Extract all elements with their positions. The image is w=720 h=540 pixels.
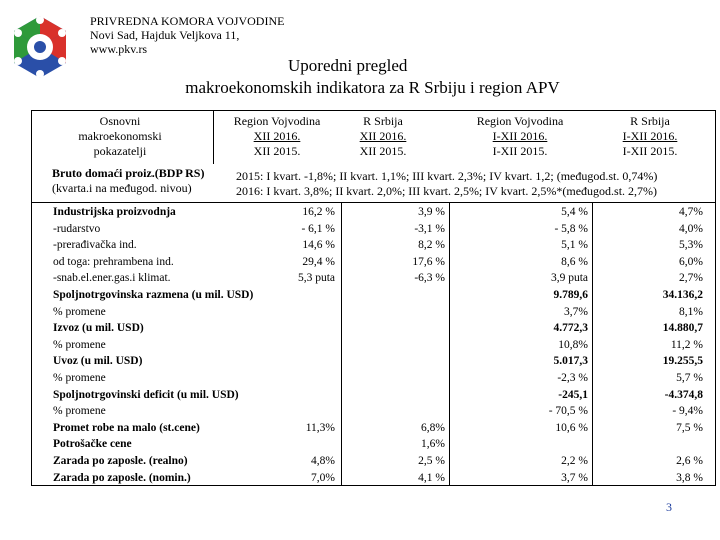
row-label: Uvoz (u mil. USD) <box>53 355 143 368</box>
row-label: % promene <box>53 338 106 351</box>
cell-value: -3,1 % <box>414 222 445 235</box>
organization-name: PRIVREDNA KOMORA VOJVODINE <box>90 14 285 28</box>
table-row <box>0 237 720 254</box>
cell-value: 5.017,3 <box>553 355 588 368</box>
gdp-values <box>236 169 657 199</box>
table-row <box>0 304 720 321</box>
row-label: % promene <box>53 305 106 318</box>
table-row <box>0 453 720 470</box>
cell-value: - 9,4% <box>672 405 703 418</box>
table-row <box>0 353 720 370</box>
table-separator <box>31 202 716 203</box>
row-label: -prerađivačka ind. <box>53 239 137 252</box>
cell-value: 5,7 % <box>676 372 703 384</box>
row-label: Potrošačke cene <box>53 438 132 451</box>
cell-value: 3,7% <box>564 305 588 318</box>
header-col-srbija-i-xii: R Srbija I-XII 2016. I-XII 2015. <box>622 114 678 158</box>
cell-value: -2,3 % <box>557 372 588 384</box>
pkv-logo-icon <box>10 14 70 80</box>
page-number: 3 <box>666 500 672 514</box>
cell-value: 5,4 % <box>561 206 588 218</box>
row-label: od toga: prehrambena ind. <box>53 255 174 268</box>
cell-value: 2,5 % <box>418 455 445 467</box>
cell-value: - 6,1 % <box>301 222 335 235</box>
cell-value: 17,6 % <box>412 255 445 268</box>
cell-value: 2,6 % <box>676 455 703 467</box>
cell-value: 34.136,2 <box>662 289 703 301</box>
header-col-srbija-xii: R Srbija XII 2016. XII 2015. <box>359 114 407 158</box>
cell-value: 16,2 % <box>302 206 335 218</box>
table-row <box>0 287 720 304</box>
organization-info <box>90 14 284 56</box>
cell-value: 4.772,3 <box>553 322 588 335</box>
cell-value: 14.880,7 <box>662 322 703 335</box>
cell-value: 2,7% <box>679 272 703 285</box>
row-label: Industrijska proizvodnja <box>53 206 176 218</box>
cell-value: 19.255,5 <box>662 355 703 368</box>
row-label: -snab.el.ener.gas.i klimat. <box>53 272 171 285</box>
cell-value: 7,5 % <box>676 421 703 434</box>
row-label: Spoljnotrgovinska razmena (u mil. USD) <box>53 289 254 301</box>
cell-value: 10,6 % <box>555 421 588 434</box>
cell-value: - 70,5 % <box>548 405 588 418</box>
cell-value: 3,9 % <box>418 206 445 218</box>
table-row <box>0 320 720 337</box>
cell-value: 29,4 % <box>302 255 335 268</box>
cell-value: 8,2 % <box>418 239 445 252</box>
row-label: Izvoz (u mil. USD) <box>53 322 144 335</box>
cell-value: 6,0% <box>679 255 703 268</box>
cell-value: 4,1 % <box>418 471 445 484</box>
row-label: % promene <box>53 405 106 418</box>
cell-value: 11,3% <box>305 421 335 434</box>
table-row <box>0 370 720 387</box>
cell-value: 4,7% <box>679 206 703 218</box>
organization-address: Novi Sad, Hajduk Veljkova 11, <box>90 28 240 42</box>
table-row <box>0 470 720 487</box>
cell-value: 3,8 % <box>676 471 703 484</box>
cell-value: -4.374,8 <box>664 388 703 401</box>
cell-value: 4,0% <box>679 222 703 235</box>
cell-value: 8,6 % <box>561 255 588 268</box>
row-label: Zarada po zaposle. (realno) <box>53 455 188 467</box>
cell-value: 5,3 puta <box>297 272 335 285</box>
gdp-2015: 2015: I kvart. -1,8%; II kvart. 1,1%; III kvart. 2,3%; IV kvart. 1,2; (međugod.st. 0,74%) <box>236 169 658 183</box>
cell-value: 10,8% <box>558 338 588 351</box>
row-label: Spoljnotrgovinski deficit (u mil. USD) <box>53 388 239 401</box>
cell-value: - 5,8 % <box>554 222 588 235</box>
organization-website: www.pkv.rs <box>90 42 148 56</box>
cell-value: -6,3 % <box>414 272 445 285</box>
cell-value: 5,1 % <box>561 239 588 252</box>
cell-value: -245,1 <box>558 388 588 401</box>
cell-value: 1,6% <box>421 438 445 451</box>
cell-value: 14,6 % <box>302 239 335 252</box>
table-row <box>0 204 720 221</box>
row-label: Zarada po zaposle. (nomin.) <box>53 471 191 484</box>
gdp-label: Bruto domaći proiz.(BDP RS) (kvarta.i na međugod. nivou) <box>52 166 205 195</box>
cell-value: 6,8% <box>421 421 445 434</box>
table-row <box>0 337 720 354</box>
cell-value: 4,8% <box>311 455 335 467</box>
header-col-vojvodina-i-xii: Region Vojvodina I-XII 2016. I-XII 2015. <box>476 114 564 158</box>
cell-value: 5,3% <box>679 239 703 252</box>
row-label: Promet robe na malo (st.cene) <box>53 421 200 434</box>
cell-value: 8,1% <box>679 305 703 318</box>
header-divider <box>213 110 214 164</box>
table-row <box>0 403 720 420</box>
table-row <box>0 221 720 238</box>
cell-value: 3,9 puta <box>550 272 588 285</box>
table-row <box>0 436 720 453</box>
table-row <box>0 387 720 404</box>
cell-value: 2,2 % <box>561 455 588 467</box>
cell-value: 11,2 % <box>670 338 703 351</box>
header-col-indicators: Osnovni makroekonomski pokazatelji <box>78 114 162 158</box>
table-row <box>0 420 720 437</box>
title-line-1: Uporedni pregled <box>288 56 408 75</box>
gdp-2016: 2016: I kvart. 3,8%; II kvart. 2,0%; III kvart. 2,5%; IV kvart. 2,5%*(međugod.st. 2,7%) <box>236 184 658 198</box>
cell-value: 7,0% <box>311 471 335 484</box>
row-label: % promene <box>53 372 106 384</box>
title-line-2: makroekonomskih indikatora za R Srbiju i region APV <box>185 78 560 97</box>
cell-value: 9.789,6 <box>553 289 588 301</box>
table-row <box>0 254 720 271</box>
cell-value: 3,7 % <box>561 471 588 484</box>
header-col-vojvodina-xii: Region Vojvodina XII 2016. XII 2015. <box>233 114 321 158</box>
row-label: -rudarstvo <box>53 222 101 235</box>
table-row <box>0 270 720 287</box>
